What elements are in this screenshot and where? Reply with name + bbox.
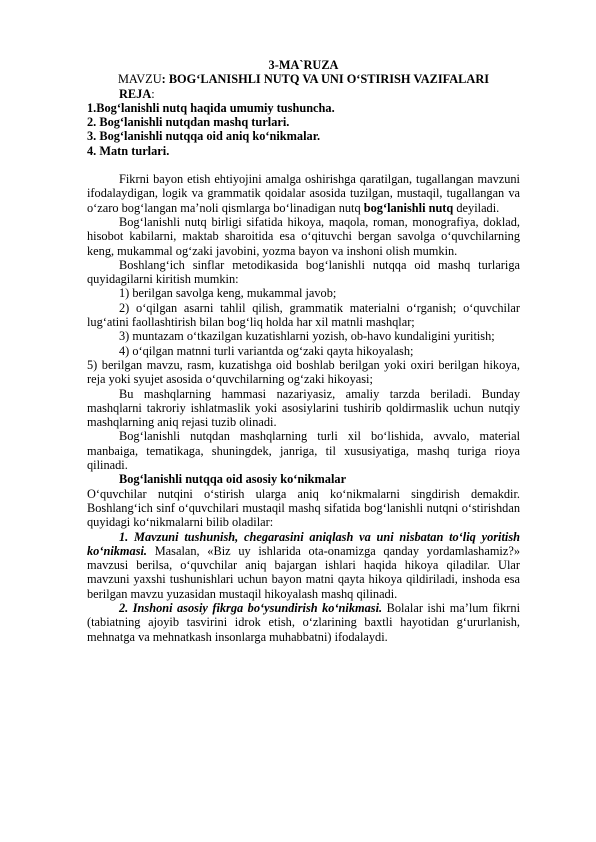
exercise-list-item-4: 4) o‘qilgan matnni turli variantda og‘zaki qayta hikoyalash; <box>119 343 414 358</box>
exercise-list-item-1: 1) berilgan savolga keng, mukammal javob; <box>119 286 337 301</box>
plan-item-1: 1.Bog‘lanishli nutq haqida umumiy tushuncha. <box>87 100 335 115</box>
paragraph-definition <box>87 172 520 215</box>
skill-2 <box>87 601 520 644</box>
spacer <box>87 158 520 172</box>
section-heading: Bog‘lanishli nutqqa oid asosiy ko‘nikmalar <box>119 472 347 487</box>
paragraph-units: Bog‘lanishli nutq birligi sifatida hikoya, maqola, roman, monografiya, doklad, hisobot kabilarni, maktab sharoitida esa o‘qituvchi bergan savolga o‘quvchilarning keng, mukammal og‘zaki javobini, yozma bayon va inshoni olish mumkin. <box>87 214 520 258</box>
definition-text: Fikrni bayon etish ehtiyojini amalga oshirishga qaratilgan, tugallangan mavzuni ifodalaydigan, logik va grammatik qoidalar asosida tuzilgan, mustaqil, tugallangan va o‘zaro bog‘langan ma’noli qismlarga bo‘linadigan nutq <box>87 172 520 215</box>
skill-1 <box>87 530 520 601</box>
topic-prefix: MAVZU <box>117 72 162 87</box>
definition-term: bog‘lanishli nutq <box>363 200 454 215</box>
definition-end: deyiladi. <box>453 200 500 215</box>
skill-1-title: 1. Mavzuni tushunish, chegarasini aniqlash va uni nisbatan to‘liq yoritish ko‘nikmasi. <box>87 529 520 558</box>
plan-item-4: 4. Matn turlari. <box>87 143 170 158</box>
exercise-list-item-5: 5) berilgan mavzu, rasm, kuzatishga oid boshlab berilgan yoki oxiri berilgan hikoya, reja yoki syujet asosida o‘quvchilarning og‘zaki hikoyasi; <box>87 357 520 387</box>
exercise-list-item-3: 3) muntazam o‘tkazilgan kuzatishlarni yozish, ob-havo kundaligini yuritish; <box>119 329 495 344</box>
lecture-number: 3-MA`RUZA <box>268 58 339 72</box>
plan-label: REJA <box>119 86 152 101</box>
skill-2-text: Bolalar ishi ma’lum fikrni (tabiatning ajoyib tasvirini idrok etish, o‘zlarining baxtli hayotidan g‘ururlanish, mehnatga va mehnatkash insonlarga muhabbatni) ifodalaydi. <box>87 600 520 644</box>
document-page <box>87 58 520 644</box>
paragraph-variety: Bog‘lanishli nutqdan mashqlarning turli xil bo‘lishida, avvalo, material manbaiga, tematikaga, shuningdek, janriga, til xususiyatiga, mashq turiga rioya qilinadi. <box>87 429 520 473</box>
lecture-topic <box>87 72 520 86</box>
topic-title: : BOG‘LANISHLI NUTQ VA UNI O‘STIRISH VAZIFALARI <box>161 72 490 87</box>
plan-item-3: 3. Bog‘lanishli nutqqa oid aniq ko‘nikmalar. <box>87 129 321 144</box>
paragraph-skills-intro: O‘quvchilar nutqini o‘stirish ularga aniq ko‘nikmalarni singdirish demakdir. Boshlang‘ich sinf o‘quvchilari mustaqil mashq sifatida bog‘lanishli nutqni o‘stirishdan quyidagi ko‘nikmalarni bilib oladilar: <box>87 486 520 530</box>
paragraph-practice: Bu mashqlarning hammasi nazariyasiz, amaliy tarzda beriladi. Bunday mashqlarni takroriy ishlatmaslik yoki asosiylarini tushirib qoldirmaslik uchun nutqiy mashqlarning aniq rejasi tuzib olinadi. <box>87 386 520 430</box>
plan-item-2: 2. Bog‘lanishli nutqdan mashq turlari. <box>87 115 290 130</box>
plan-label-line <box>119 87 520 101</box>
exercise-list-item-2: 2) o‘qilgan asarni tahlil qilish, grammatik materialni o‘rganish; o‘quvchilar lug‘atini faollashtirish bilan bog‘liq holda har xil matnli mashqlar; <box>87 300 520 330</box>
paragraph-exercise-intro: Boshlang‘ich sinflar metodikasida bog‘lanishli nutqqa oid mashq turlariga quyidagilarni kiritish mumkin: <box>87 257 520 287</box>
skill-2-title: 2. Inshoni asosiy fikrga bo‘ysundirish ko‘nikmasi. <box>119 600 383 615</box>
plan-colon: : <box>151 86 155 101</box>
skill-1-text: Masalan, «Biz uy ishlarida ota-onamizga qanday yordamlashamiz?» mavzusi berilsa, o‘quvchilar aniq bajargan ishlari haqida hikoya qiladilar. Ular mavzuni yaxshi tushunishlari uchun bayon matni qayta hikoya qildiriladi, inshoda esa berilgan mavzu yuzasidan mustaqil hikoyalash mashq qilinadi. <box>87 543 520 601</box>
